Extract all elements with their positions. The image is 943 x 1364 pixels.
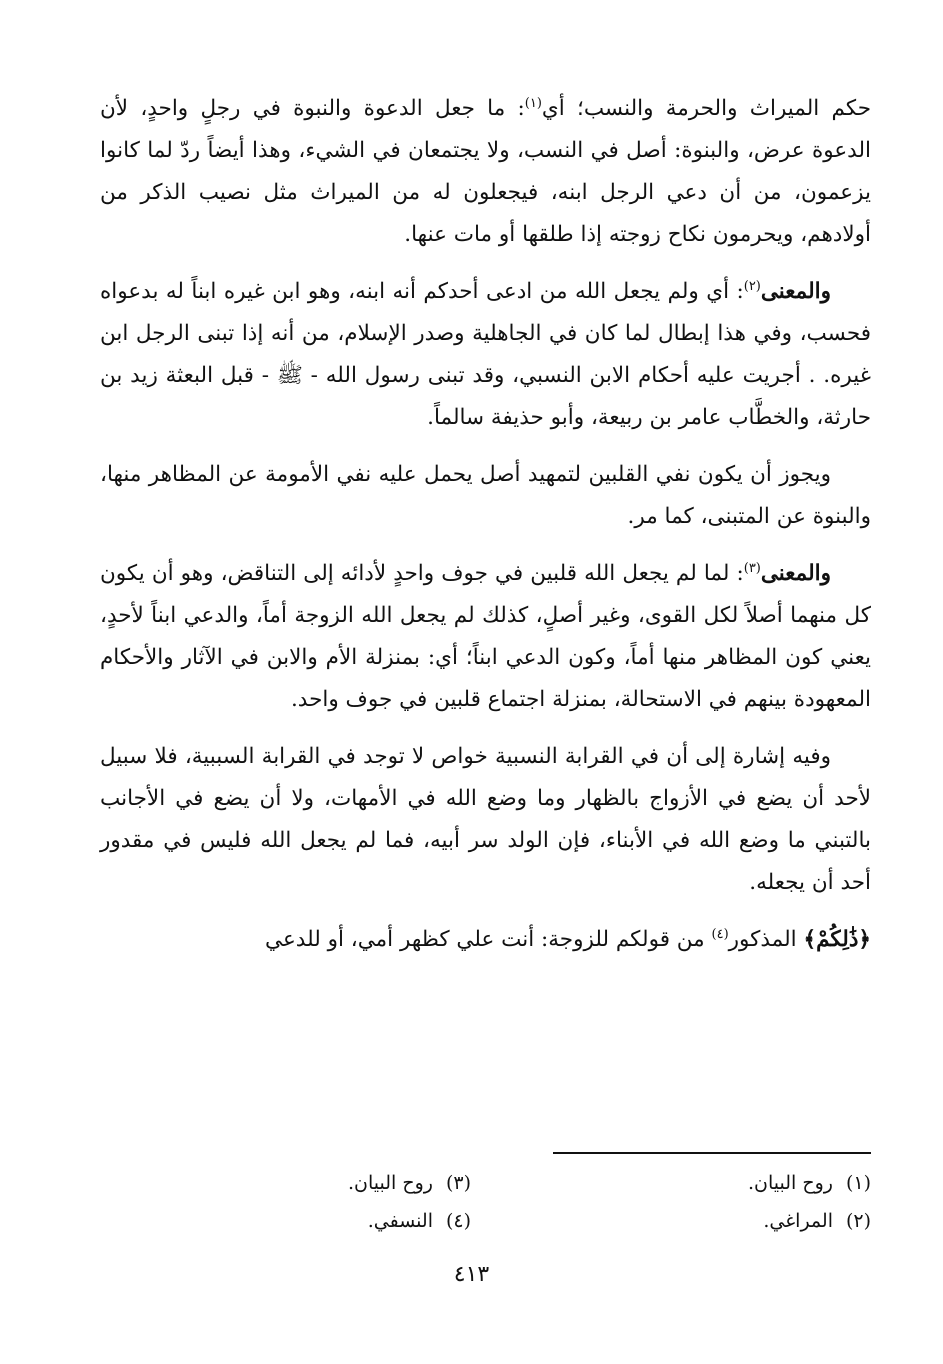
footnotes bbox=[100, 1164, 871, 1240]
footnote-1-number: (١) bbox=[845, 1172, 871, 1194]
paragraph-6-rest: من قولكم للزوجة: أنت علي كظهر أمي، أو للدعي bbox=[265, 927, 712, 952]
body-text bbox=[100, 88, 871, 976]
footnote-ref-1: (١) bbox=[524, 95, 542, 111]
paragraph-6 bbox=[100, 919, 871, 961]
paragraph-4-lead: والمعنى bbox=[760, 561, 831, 586]
footnote-4 bbox=[100, 1202, 471, 1240]
paragraph-2 bbox=[100, 271, 871, 439]
quran-quote: ﴿ذَٰلِكُمْ﴾ bbox=[803, 927, 871, 952]
paragraph-5 bbox=[100, 736, 871, 904]
paragraph-4 bbox=[100, 553, 871, 721]
paragraph-3-text: ويجوز أن يكون نفي القلبين لتمهيد أصل يحمل عليه نفي الأمومة عن المظاهر منها، والبنوة عن المتبنى، كما مر. bbox=[100, 462, 871, 529]
footnote-1 bbox=[471, 1164, 871, 1202]
paragraph-2-lead: والمعنى bbox=[760, 279, 831, 304]
footnote-ref-2: (٢) bbox=[743, 278, 761, 294]
paragraph-5-text: وفيه إشارة إلى أن في القرابة النسبية خواص لا توجد في القرابة السببية، فلا سبيل لأحد أن يضع في الأزواج بالظهار وما وضع الله في الأمهات، ولا أن يضع في الأجانب بالتبني ما وضع الله في الأبناء، فإن الولد سر أبيه، فما لم يجعل الله فليس في مقدور أحد أن يجعله. bbox=[100, 744, 871, 895]
page-number: ٤١٣ bbox=[453, 1262, 490, 1287]
footnote-4-text: النسفي. bbox=[367, 1210, 433, 1232]
footnote-3-text: روح البيان. bbox=[348, 1172, 433, 1194]
footnote-1-text: روح البيان. bbox=[748, 1172, 833, 1194]
footnote-2-text: المراغي. bbox=[763, 1210, 833, 1232]
footnote-divider bbox=[553, 1152, 871, 1154]
paragraph-1-text: حكم الميراث والحرمة والنسب؛ أي bbox=[541, 96, 871, 121]
paragraph-6-text: المذكور bbox=[728, 927, 804, 952]
paragraph-2-rest: : أي ولم يجعل الله من ادعى أحدكم أنه ابنه، وهو ابن غيره ابناً له بدعواه فحسب، وفي هذا إبطال لما كان في الجاهلية وصدر الإسلام، من أنه إذا تبنى الرجل ابن غيره. . أجريت عليه أحكام الابن النسبي، وقد تبنى رسول الله - ﷺ - قبل البعثة زيد بن حارثة، والخطَّاب عامر بن ربيعة، وأبو حذيفة سالماً. bbox=[100, 279, 871, 430]
footnote-3-number: (٣) bbox=[445, 1172, 471, 1194]
paragraph-1 bbox=[100, 88, 871, 256]
paragraph-1-rest: : ما جعل الدعوة والنبوة في رجلٍ واحدٍ، لأن الدعوة عرض، والبنوة: أصل في النسب، ولا يجتمعان في الشيء، وهذا أيضاً ردّ لما كانوا يزعمون، من أن دعي الرجل ابنه، فيجعلون له من الميراث مثل نصيب الذكر من أولادهم، ويحرمون نكاح زوجته إذا طلقها أو مات عنها. bbox=[100, 96, 871, 247]
footnote-2-number: (٢) bbox=[845, 1210, 871, 1232]
footnote-2 bbox=[471, 1202, 871, 1240]
footnote-ref-3: (٣) bbox=[743, 560, 761, 576]
paragraph-4-rest: : لما لم يجعل الله قلبين في جوف واحدٍ لأدائه إلى التناقض، وهو أن يكون كل منهما أصلاً لكل القوى، وغير أصلٍ، كذلك لم يجعل الله الزوجة أماً، والدعي ابناً لأحدٍ، يعني كون المظاهر منها أماً، وكون الدعي ابناً؛ أي: بمنزلة الأم والابن في الآثار والأحكام المعهودة بينهم في الاستحالة، بمنزلة اجتماع قلبين في جوف واحد. bbox=[100, 561, 871, 712]
footnote-ref-4: (٤) bbox=[711, 926, 729, 942]
paragraph-3 bbox=[100, 454, 871, 538]
footnote-3 bbox=[100, 1164, 471, 1202]
footnote-4-number: (٤) bbox=[445, 1210, 471, 1232]
